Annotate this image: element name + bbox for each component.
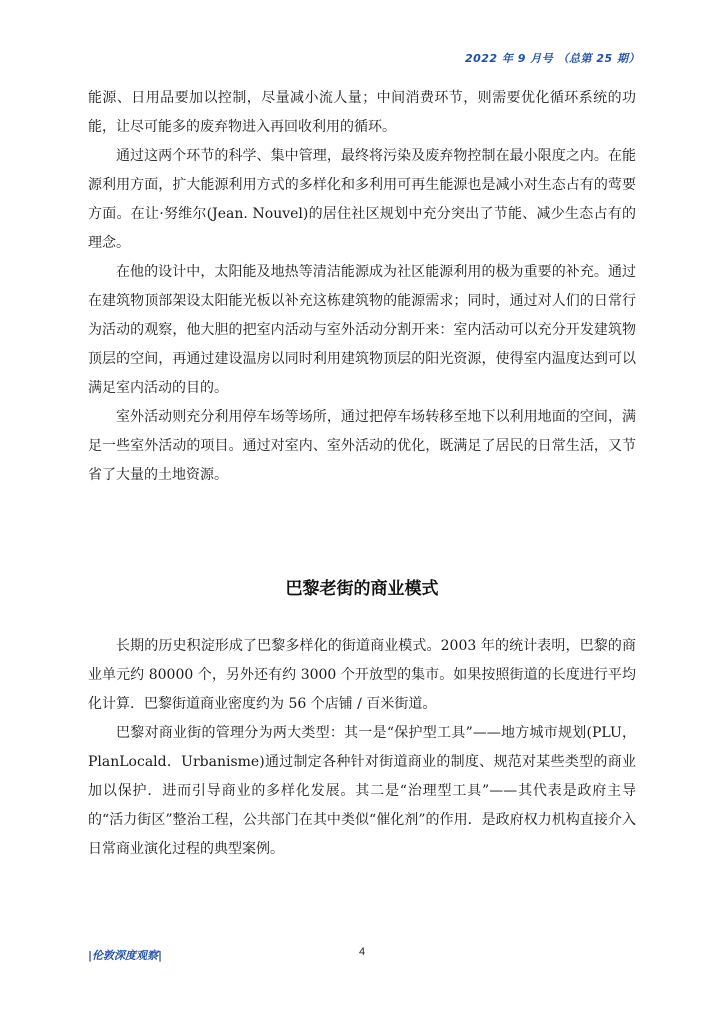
page-number: 4 xyxy=(358,946,366,958)
section-title: 巴黎老街的商业模式 xyxy=(285,579,439,599)
body-text-block-1 xyxy=(88,84,636,490)
paragraph: 长期的历史积淀形成了巴黎多样化的街道商业模式。2003 年的统计表明，巴黎的商业单元约 80000 个，另外还有约 3000 个开放型的集市。如果按照街道的长度进行平均化计算．巴黎街道商业密度约为 56 个店铺 / 百米街道。 xyxy=(88,638,636,712)
paragraph: 巴黎对商业街的管理分为两大类型：其一是“保护型工具”——地方城市规划(PLU，PlanLocald．Urbanisme)通过制定各种针对街道商业的制度、规范对某些类型的商业加以保护．进而引导商业的多样化发展。其二是“治理型工具”——其代表是政府主导的“活力街区”整治工程，公共部门在其中类似“催化剂”的作用．是政府权力机构直接介入日常商业演化过程的典型案例。 xyxy=(88,725,636,857)
paragraph: 在他的设计中，太阳能及地热等清洁能源成为社区能源利用的极为重要的补充。通过在建筑物顶部架设太阳能光板以补充这栋建筑物的能源需求；同时，通过对人们的日常行为活动的观察，他大胆的把室内活动与室外活动分割开来：室内活动可以充分开发建筑物顶层的空间，再通过建设温房以同时利用建筑物顶层的阳光资源，使得室内温度达到可以满足室内活动的目的。 xyxy=(88,264,636,396)
issue-header: 2022 年 9 月号 （总第 25 期） xyxy=(464,52,640,65)
body-text-block-2 xyxy=(88,632,636,864)
paragraph: 室外活动则充分利用停车场等场所，通过把停车场转移至地下以利用地面的空间，满足一些室外活动的项目。通过对室内、室外活动的优化，既满足了居民的日常生活，又节省了大量的土地资源。 xyxy=(88,409,636,483)
publication-footer: |伦敦深度观察| xyxy=(88,949,163,962)
paragraph: 通过这两个环节的科学、集中管理，最终将污染及废弃物控制在最小限度之内。在能源利用方面，扩大能源利用方式的多样化和多利用可再生能源也是减小对生态占有的莺要方面。在让·努维尔(Jean. Nouvel)的居住社区规划中充分突出了节能、减少生态占有的理念。 xyxy=(88,148,636,251)
paragraph: 能源、日用品要加以控制，尽量减小流人量；中间消费环节，则需要优化循环系统的功能，让尽可能多的废弃物进入再回收利用的循环。 xyxy=(88,90,636,135)
